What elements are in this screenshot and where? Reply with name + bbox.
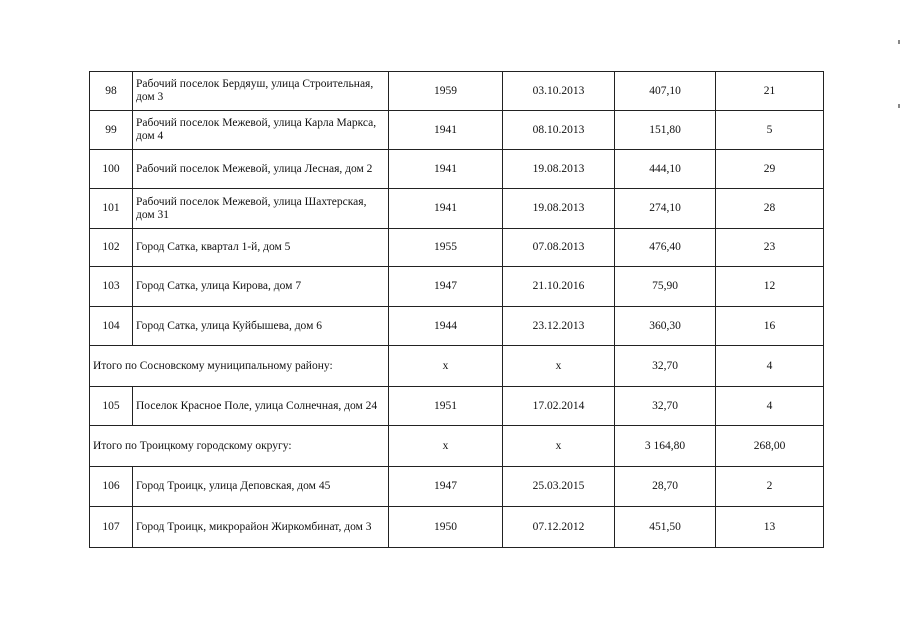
table-row	[90, 111, 824, 150]
year-cell: 1941	[389, 150, 503, 189]
summary-row	[90, 426, 824, 467]
address-cell: Город Сатка, улица Куйбышева, дом 6	[133, 307, 389, 346]
year-cell: х	[389, 426, 503, 467]
table-row	[90, 229, 824, 267]
table-body	[90, 72, 824, 548]
count-cell: 12	[716, 267, 824, 307]
edge-mark	[898, 40, 900, 44]
date-cell: х	[503, 426, 615, 467]
year-cell: 1947	[389, 467, 503, 507]
row-number-cell: 105	[90, 387, 133, 426]
year-cell: 1944	[389, 307, 503, 346]
address-cell: Город Сатка, квартал 1-й, дом 5	[133, 229, 389, 267]
date-cell: х	[503, 346, 615, 387]
year-cell: 1950	[389, 507, 503, 548]
area-cell: 274,10	[615, 189, 716, 229]
count-cell: 21	[716, 72, 824, 111]
count-cell: 4	[716, 346, 824, 387]
area-cell: 32,70	[615, 346, 716, 387]
area-cell: 28,70	[615, 467, 716, 507]
area-cell: 407,10	[615, 72, 716, 111]
year-cell: 1941	[389, 111, 503, 150]
date-cell: 21.10.2016	[503, 267, 615, 307]
count-cell: 29	[716, 150, 824, 189]
table-row	[90, 189, 824, 229]
date-cell: 07.08.2013	[503, 229, 615, 267]
address-cell: Рабочий поселок Межевой, улица Карла Маркса, дом 4	[133, 111, 389, 150]
year-cell: х	[389, 346, 503, 387]
row-number-cell: 99	[90, 111, 133, 150]
count-cell: 268,00	[716, 426, 824, 467]
year-cell: 1947	[389, 267, 503, 307]
date-cell: 03.10.2013	[503, 72, 615, 111]
scan-edge-marks	[898, 40, 902, 168]
count-cell: 28	[716, 189, 824, 229]
count-cell: 16	[716, 307, 824, 346]
row-number-cell: 100	[90, 150, 133, 189]
table-row	[90, 72, 824, 111]
summary-label-cell: Итого по Сосновскому муниципальному району:	[90, 346, 389, 387]
summary-label-cell: Итого по Троицкому городскому округу:	[90, 426, 389, 467]
row-number-cell: 102	[90, 229, 133, 267]
year-cell: 1951	[389, 387, 503, 426]
count-cell: 23	[716, 229, 824, 267]
row-number-cell: 98	[90, 72, 133, 111]
count-cell: 4	[716, 387, 824, 426]
year-cell: 1955	[389, 229, 503, 267]
year-cell: 1959	[389, 72, 503, 111]
area-cell: 360,30	[615, 307, 716, 346]
address-cell: Рабочий поселок Бердяуш, улица Строительная, дом 3	[133, 72, 389, 111]
table-row	[90, 267, 824, 307]
date-cell: 19.08.2013	[503, 150, 615, 189]
row-number-cell: 103	[90, 267, 133, 307]
address-cell: Рабочий поселок Межевой, улица Лесная, дом 2	[133, 150, 389, 189]
count-cell: 2	[716, 467, 824, 507]
area-cell: 32,70	[615, 387, 716, 426]
summary-row	[90, 346, 824, 387]
housing-register-table	[89, 71, 824, 548]
table-row	[90, 307, 824, 346]
date-cell: 07.12.2012	[503, 507, 615, 548]
address-cell: Город Сатка, улица Кирова, дом 7	[133, 267, 389, 307]
row-number-cell: 104	[90, 307, 133, 346]
date-cell: 08.10.2013	[503, 111, 615, 150]
date-cell: 19.08.2013	[503, 189, 615, 229]
count-cell: 13	[716, 507, 824, 548]
area-cell: 3 164,80	[615, 426, 716, 467]
count-cell: 5	[716, 111, 824, 150]
table-row	[90, 507, 824, 548]
table-row	[90, 467, 824, 507]
row-number-cell: 107	[90, 507, 133, 548]
address-cell: Город Троицк, улица Деповская, дом 45	[133, 467, 389, 507]
area-cell: 451,50	[615, 507, 716, 548]
address-cell: Рабочий поселок Межевой, улица Шахтерская, дом 31	[133, 189, 389, 229]
edge-mark	[898, 104, 900, 108]
area-cell: 444,10	[615, 150, 716, 189]
address-cell: Поселок Красное Поле, улица Солнечная, дом 24	[133, 387, 389, 426]
table-row	[90, 387, 824, 426]
date-cell: 25.03.2015	[503, 467, 615, 507]
date-cell: 23.12.2013	[503, 307, 615, 346]
area-cell: 476,40	[615, 229, 716, 267]
year-cell: 1941	[389, 189, 503, 229]
table-row	[90, 150, 824, 189]
date-cell: 17.02.2014	[503, 387, 615, 426]
area-cell: 151,80	[615, 111, 716, 150]
area-cell: 75,90	[615, 267, 716, 307]
row-number-cell: 101	[90, 189, 133, 229]
address-cell: Город Троицк, микрорайон Жиркомбинат, дом 3	[133, 507, 389, 548]
row-number-cell: 106	[90, 467, 133, 507]
